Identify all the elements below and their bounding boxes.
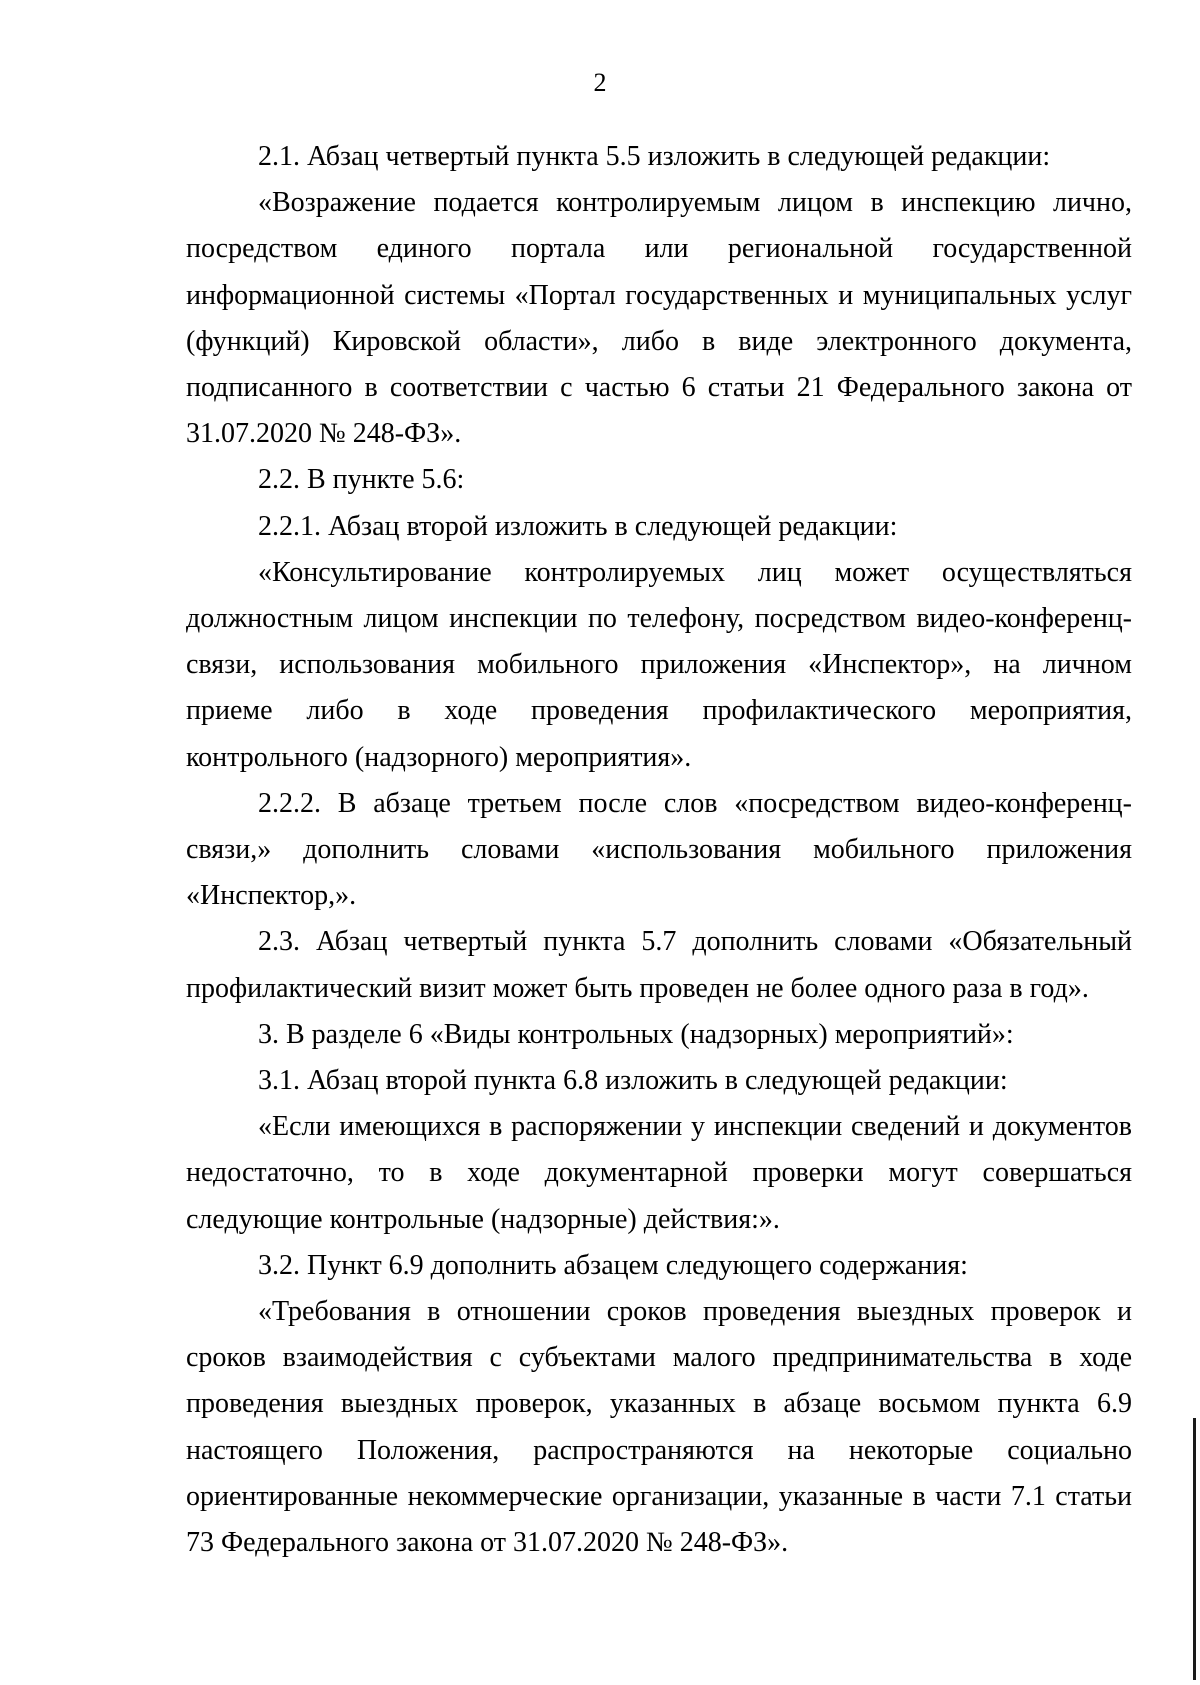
paragraph-documents-quote: «Если имеющихся в распоряжении у инспекции сведений и документов недостаточно, то в ходе документарной проверки могут совершаться следующие контрольные (надзорные) действия:».: [186, 1111, 1132, 1235]
scan-edge-mark: [1193, 1418, 1196, 1680]
paragraph-2-1: 2.1. Абзац четвертый пункта 5.5 изложить в следующей редакции:: [258, 141, 1051, 172]
paragraph-requirements-quote: «Требования в отношении сроков проведения выездных проверок и сроков взаимодействия с субъектами малого предпринимательства в ходе проведения выездных проверок, указанных в абзаце восьмом пункта 6.9 настоящего Положения, распространяются на некоторые социально ориентированные некоммерческие организации, указанные в части 7.1 статьи 73 Федерального закона от 31.07.2020 № 248-ФЗ».: [186, 1296, 1132, 1559]
paragraph-2-2-1: 2.2.1. Абзац второй изложить в следующей редакции:: [258, 510, 898, 542]
paragraph-objection-quote: «Возражение подается контролируемым лицом в инспекцию лично, посредством единого портала или региональной государственной информационной системы «Портал государственных и муниципальных услуг (функций) Кировской области», либо в виде электронного документа, подписанного в соответствии с частью 6 статьи 21 Федерального закона от 31.07.2020 № 248-ФЗ».: [186, 187, 1132, 450]
paragraph-2-2: 2.2. В пункте 5.6:: [258, 464, 465, 496]
paragraph-section-3: 3. В разделе 6 «Виды контрольных (надзорных) мероприятий»:: [258, 1018, 1014, 1050]
paragraph-consulting-quote: «Консультирование контролируемых лиц может осуществляться должностным лицом инспекции по телефону, посредством видео-конференц-связи, использования мобильного приложения «Инспектор», на личном приеме либо в ходе проведения профилактического мероприятия, контрольного (надзорного) мероприятия».: [186, 556, 1132, 773]
paragraph-2-3: 2.3. Абзац четвертый пункта 5.7 дополнить словами «Обязательный профилактический визит может быть проведен не более одного раза в год».: [186, 926, 1132, 1004]
paragraph-3-1: 3.1. Абзац второй пункта 6.8 изложить в следующей редакции:: [258, 1065, 1008, 1097]
paragraph-2-2-2: 2.2.2. В абзаце третьем после слов «посредством видео-конференц-связи,» дополнить словами «использования мобильного приложения «Инспектор,».: [186, 787, 1132, 912]
document-body: [186, 134, 1132, 1566]
paragraph-3-2: 3.2. Пункт 6.9 дополнить абзацем следующего содержания:: [258, 1249, 968, 1281]
page-number: 2: [593, 68, 607, 97]
